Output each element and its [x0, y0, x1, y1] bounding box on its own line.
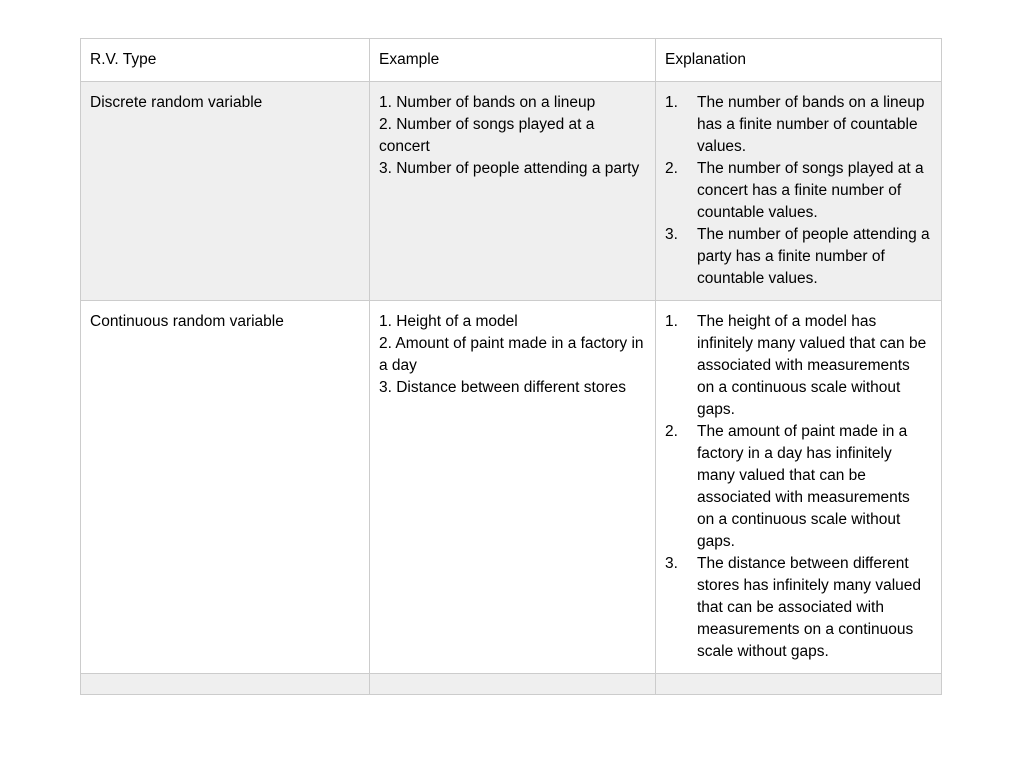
table-header-row — [81, 39, 942, 82]
explanation-list — [665, 92, 931, 290]
example-list — [379, 92, 645, 180]
cell-explanation — [656, 301, 942, 674]
list-item: 3. Number of people attending a party — [379, 160, 640, 177]
table-header — [81, 39, 942, 82]
list-item — [665, 311, 931, 421]
column-header-example: Example — [370, 39, 656, 82]
list-item-text: The amount of paint made in a factory in a day has infinitely many valued that can be associated with measurements on a continuous scale without gaps. — [697, 423, 910, 550]
list-item — [665, 421, 931, 553]
cell-example — [370, 301, 656, 674]
list-item-text: The height of a model has infinitely many valued that can be associated with measurements on a continuous scale without gaps. — [697, 313, 927, 418]
table-row-partial — [81, 674, 942, 695]
list-item-text: The number of bands on a lineup has a finite number of countable values. — [697, 94, 925, 155]
table-body — [81, 82, 942, 695]
example-list — [379, 311, 645, 399]
cell-rv-type — [81, 82, 370, 301]
list-item-number: 2. — [665, 423, 678, 440]
list-item — [665, 553, 931, 663]
rv-type-label: Continuous random variable — [90, 313, 284, 330]
cell-example-empty — [370, 674, 656, 695]
table-row — [81, 301, 942, 674]
list-item-number: 1. — [665, 94, 678, 111]
list-item: 1. Number of bands on a lineup — [379, 94, 596, 111]
list-item-number: 2. — [665, 160, 678, 177]
column-header-explanation: Explanation — [656, 39, 942, 82]
cell-explanation-empty — [656, 674, 942, 695]
cell-explanation — [656, 82, 942, 301]
list-item-text: The number of songs played at a concert has a finite number of countable values. — [697, 160, 924, 221]
cell-rv-type-empty — [81, 674, 370, 695]
list-item: 3. Distance between different stores — [379, 379, 626, 396]
list-item — [665, 224, 931, 290]
list-item — [665, 92, 931, 158]
list-item-number: 3. — [665, 555, 678, 572]
list-item-text: The distance between different stores has infinitely many valued that can be associated with measurements on a continuous scale without gaps. — [697, 555, 922, 660]
list-item — [665, 158, 931, 224]
cell-example — [370, 82, 656, 301]
list-item-number: 1. — [665, 313, 678, 330]
explanation-list — [665, 311, 931, 663]
list-item: 1. Height of a model — [379, 313, 518, 330]
column-header-rv-type: R.V. Type — [81, 39, 370, 82]
cell-rv-type — [81, 301, 370, 674]
rv-type-label: Discrete random variable — [90, 94, 263, 111]
list-item-text: The number of people attending a party has a finite number of countable values. — [697, 226, 930, 287]
list-item-number: 3. — [665, 226, 678, 243]
list-item: 2. Number of songs played at a concert — [379, 116, 595, 155]
random-variable-table — [80, 38, 942, 695]
table-row — [81, 82, 942, 301]
list-item: 2. Amount of paint made in a factory in a day — [379, 335, 644, 374]
